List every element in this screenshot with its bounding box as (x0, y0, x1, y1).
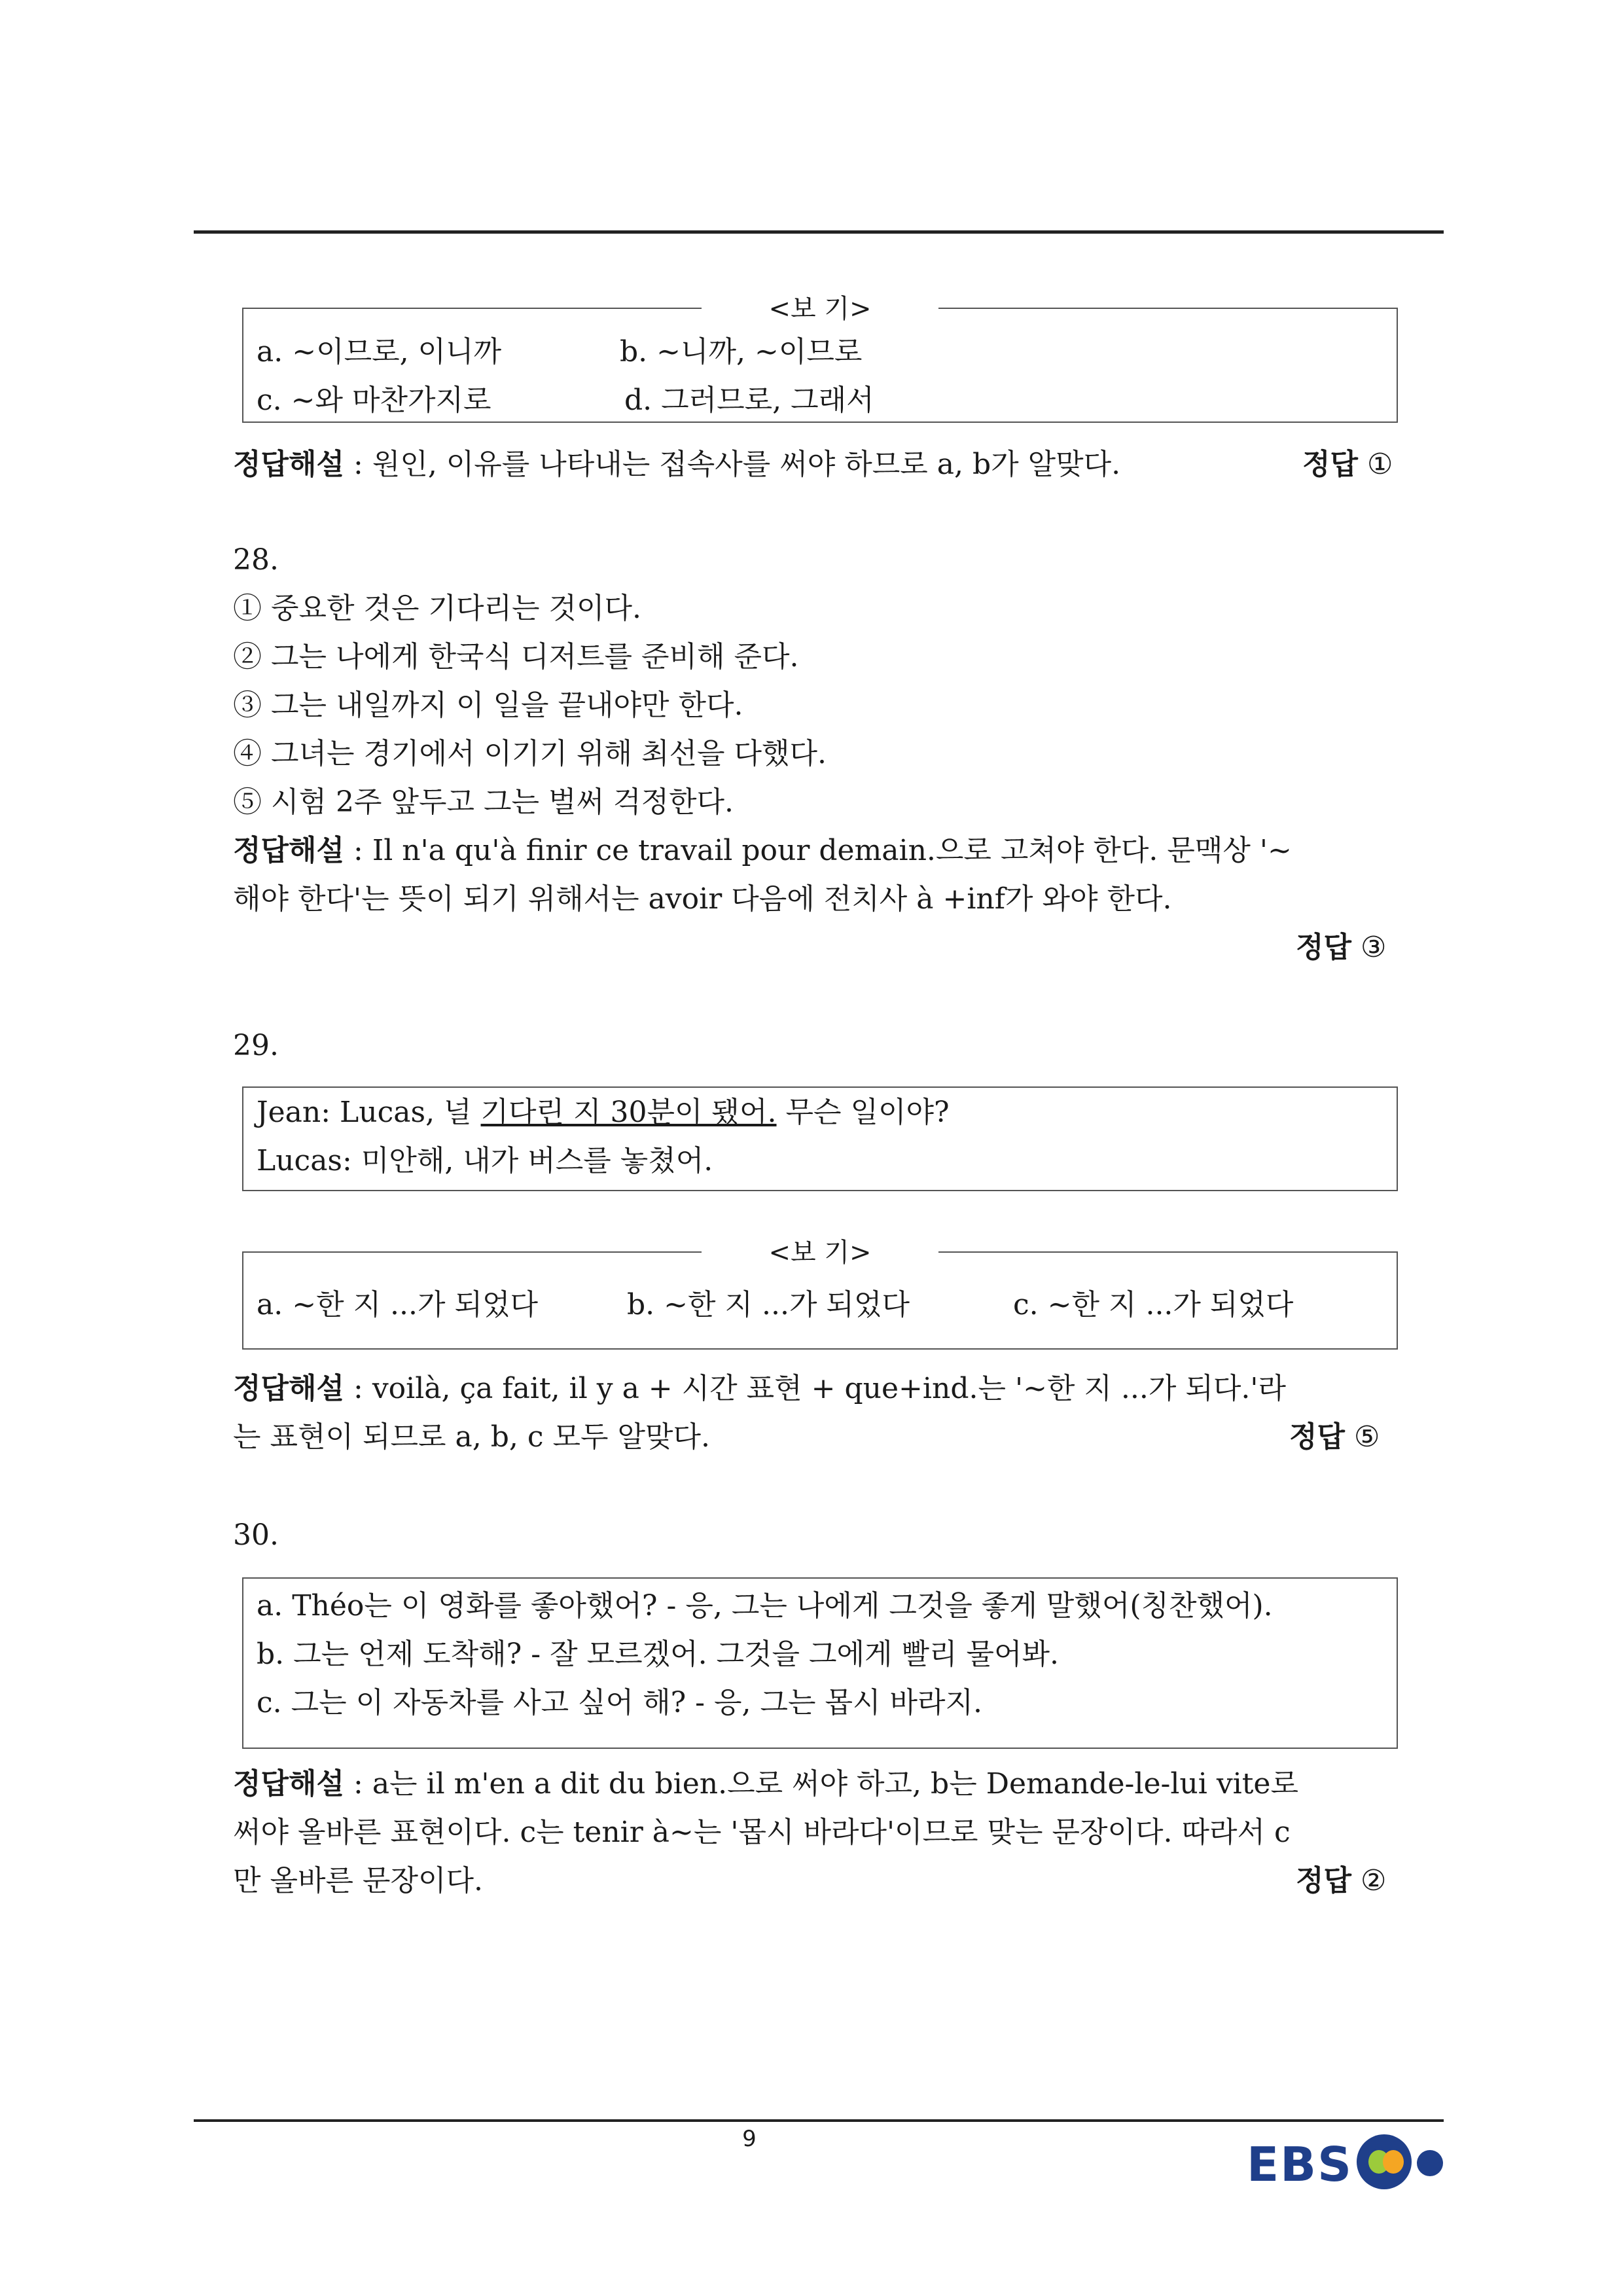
answer-label: 정답 (1296, 931, 1352, 964)
explanation-label: 정답해설 (233, 1767, 345, 1801)
q28-item-4: ④ 그녀는 경기에서 이기기 위해 최선을 다했다. (233, 737, 827, 770)
q30-sentence-box (242, 1577, 1398, 1749)
q30-explanation-line-1 (233, 1765, 1298, 1804)
q28-answer (1296, 928, 1386, 967)
q29-opt-c: c. ~한 지 ...가 되었다 (1013, 1288, 1294, 1321)
q29-explanation-line-2: 는 표현이 되므로 a, b, c 모두 알맞다. (233, 1420, 710, 1454)
q29-opt-b: b. ~한 지 ...가 되었다 (627, 1288, 910, 1321)
answer-value: ⑤ (1354, 1420, 1380, 1454)
q27-opt-c: c. ~와 마찬가지로 (257, 384, 491, 417)
q30-explanation-line-3: 만 올바른 문장이다. (233, 1864, 483, 1897)
answer-value: ③ (1361, 931, 1387, 964)
answer-label: 정답 (1302, 448, 1359, 481)
answer-value: ① (1367, 448, 1393, 481)
q29-number: 29. (233, 1029, 279, 1062)
q27-opt-d: d. 그러므로, 그래서 (624, 384, 874, 417)
q27-opt-a: a. ~이므로, 이니까 (257, 335, 502, 368)
answer-value: ② (1361, 1864, 1387, 1897)
explanation-text: : voilà, ça fait, il y a + 시간 표현 + que+ind.는 '~한 지 ...가 되다.'라 (344, 1372, 1286, 1405)
dialog-text: Jean: Lucas, 널 (257, 1096, 481, 1129)
q30-answer (1296, 1861, 1386, 1901)
q28-number: 28. (233, 543, 279, 577)
explanation-text: : Il n'a qu'à finir ce travail pour demain.으로 고쳐야 한다. 문맥상 '~ (344, 834, 1292, 867)
ebs-logo-orange-icon (1383, 2150, 1404, 2174)
answer-label: 정답 (1296, 1864, 1352, 1897)
explanation-text: : 원인, 이유를 나타내는 접속사를 써야 하므로 a, b가 알맞다. (344, 448, 1121, 481)
q27-explanation (233, 445, 1120, 484)
explanation-text: : a는 il m'en a dit du bien.으로 써야 하고, b는 Demande-le-lui vite로 (344, 1767, 1298, 1801)
page-number: 9 (742, 2126, 757, 2152)
q27-bogi-box (242, 294, 1398, 423)
q27-answer (1302, 445, 1393, 484)
q29-dialog-jean (257, 1093, 950, 1132)
explanation-label: 정답해설 (233, 1372, 345, 1405)
explanation-label: 정답해설 (233, 834, 345, 867)
q29-bogi-title: <보 기> (702, 1237, 938, 1268)
q28-item-3: ③ 그는 내일까지 이 일을 끝내야만 한다. (233, 689, 743, 722)
ebs-logo-dot-icon (1417, 2150, 1443, 2176)
q29-opt-a: a. ~한 지 ...가 되었다 (257, 1288, 539, 1321)
q29-dialog-lucas: Lucas: 미안해, 내가 버스를 놓쳤어. (257, 1144, 713, 1177)
ebs-logo (1247, 2130, 1469, 2196)
q29-bogi-box (242, 1238, 1398, 1350)
answer-label: 정답 (1289, 1420, 1346, 1454)
q30-sentence-b: b. 그는 언제 도착해? - 잘 모르겠어. 그것을 그에게 빨리 물어봐. (257, 1638, 1060, 1671)
q29-answer (1289, 1418, 1380, 1457)
q28-item-1: ① 중요한 것은 기다리는 것이다. (233, 592, 641, 625)
explanation-label: 정답해설 (233, 448, 345, 481)
header-rule (194, 230, 1444, 234)
q30-explanation-line-2: 써야 올바른 표현이다. c는 tenir à~는 '몹시 바라다'이므로 맞는 문장이다. 따라서 c (233, 1816, 1291, 1849)
footer-rule (194, 2119, 1444, 2122)
q27-opt-b: b. ~니까, ~이므로 (620, 335, 863, 368)
ebs-logo-text: EBS (1247, 2137, 1353, 2192)
q29-explanation-line-1 (233, 1369, 1286, 1408)
underlined-phrase: 기다린 지 30분이 됐어. (480, 1096, 777, 1129)
q30-sentence-c: c. 그는 이 자동차를 사고 싶어 해? - 응, 그는 몹시 바라지. (257, 1686, 982, 1719)
q30-number: 30. (233, 1518, 279, 1552)
q27-bogi-title: <보 기> (702, 293, 938, 325)
q29-dialog-box (242, 1086, 1398, 1191)
q28-item-2: ② 그는 나에게 한국식 디저트를 준비해 준다. (233, 640, 799, 673)
dialog-text: 무슨 일이야? (776, 1096, 950, 1129)
q28-explanation-line-1 (233, 831, 1292, 870)
q30-sentence-a: a. Théo는 이 영화를 좋아했어? - 응, 그는 나에게 그것을 좋게 말했어(칭찬했어). (257, 1589, 1273, 1623)
q28-explanation-line-2: 해야 한다'는 뜻이 되기 위해서는 avoir 다음에 전치사 à +inf가 와야 한다. (233, 882, 1172, 916)
q28-item-5: ⑤ 시험 2주 앞두고 그는 벌써 걱정한다. (233, 785, 734, 819)
